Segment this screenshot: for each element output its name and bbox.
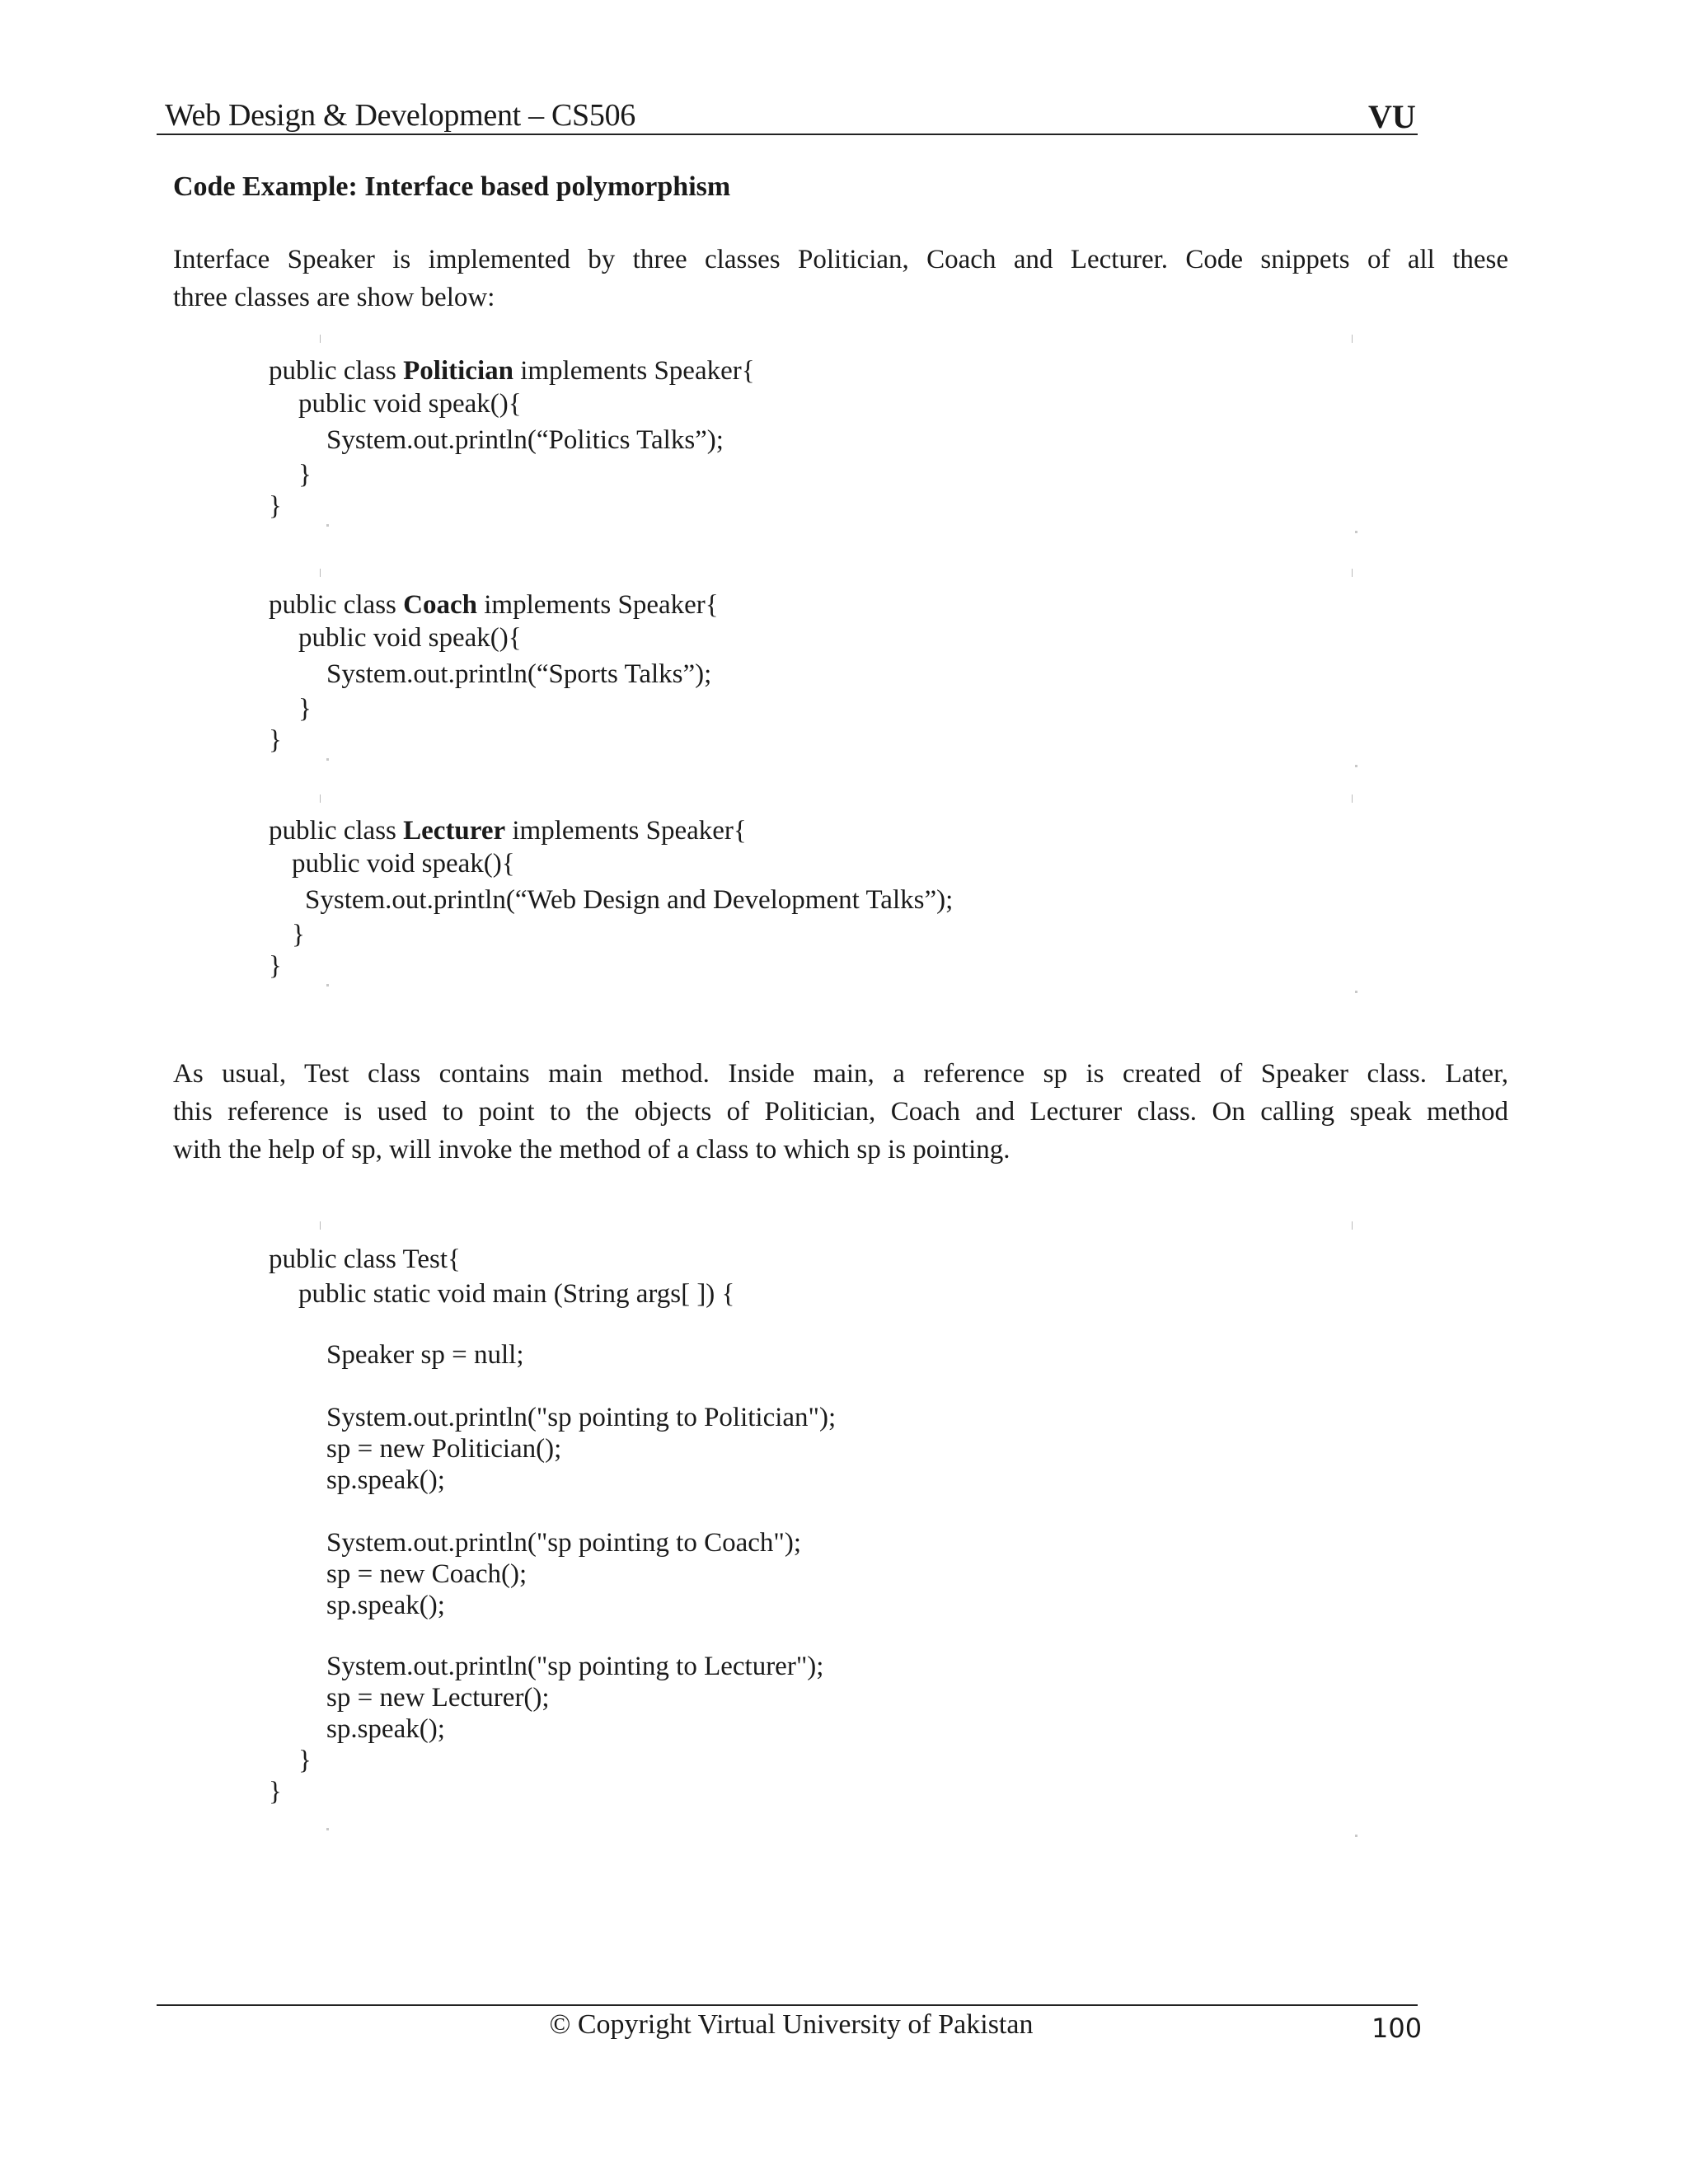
corner-mark — [326, 524, 329, 527]
code-line: System.out.println(“Sports Talks”); — [326, 659, 712, 689]
code-line: public class Politician implements Speaker{ — [269, 356, 755, 386]
corner-mark — [326, 984, 329, 987]
explanation-line: with the help of sp, will invoke the method of a class to which sp is pointing. — [173, 1135, 1010, 1165]
explanation-line: As usual, Test class contains main method. Inside main, a reference sp is created of Speaker class. Later, — [173, 1059, 1508, 1089]
code-line: public class Coach implements Speaker{ — [269, 590, 719, 620]
code-line: } — [269, 1777, 282, 1807]
corner-mark — [1355, 991, 1357, 993]
code-line: sp.speak(); — [326, 1591, 445, 1620]
corner-mark — [1352, 794, 1356, 803]
page-number: 100 — [1372, 2013, 1423, 2044]
code-line: public void speak(){ — [298, 623, 522, 653]
code-line: System.out.println(“Politics Talks”); — [326, 425, 724, 455]
class-name: Politician — [403, 356, 513, 386]
code-line: sp.speak(); — [326, 1714, 445, 1744]
corner-mark — [320, 569, 324, 577]
class-name: Coach — [403, 590, 477, 620]
section-heading: Code Example: Interface based polymorphism — [173, 171, 731, 202]
code-line: } — [292, 920, 305, 949]
code-line: System.out.println(“Web Design and Development Talks”); — [305, 885, 954, 915]
intro-paragraph — [173, 241, 1508, 316]
footer-rule — [157, 2004, 1418, 2006]
code-line: sp = new Lecturer(); — [326, 1683, 550, 1713]
footer-copyright: © Copyright Virtual University of Pakistan — [549, 2009, 1034, 2040]
corner-mark — [1352, 335, 1356, 343]
corner-mark — [1355, 531, 1357, 533]
explanation-line: this reference is used to point to the objects of Politician, Coach and Lecturer class. On calling speak method — [173, 1097, 1508, 1127]
header-brand: VU — [1368, 98, 1416, 135]
code-line: public class Test{ — [269, 1244, 461, 1274]
code-line: } — [298, 460, 312, 490]
code-line: public static void main (String args[ ]) { — [298, 1279, 735, 1309]
header-title: Web Design & Development – CS506 — [165, 98, 635, 133]
corner-mark — [1355, 1835, 1357, 1837]
corner-mark — [320, 335, 324, 343]
corner-mark — [320, 1221, 324, 1230]
corner-mark — [1352, 569, 1356, 577]
corner-mark — [1352, 1221, 1356, 1230]
code-line: } — [298, 1746, 312, 1775]
code-line: public class Lecturer implements Speaker{ — [269, 816, 747, 846]
code-line: public void speak(){ — [298, 389, 522, 419]
code-line: System.out.println("sp pointing to Politician"); — [326, 1403, 837, 1432]
code-line: } — [269, 951, 282, 981]
corner-mark — [1355, 765, 1357, 767]
code-line: sp.speak(); — [326, 1465, 445, 1495]
explanation-paragraph — [173, 1055, 1508, 1169]
corner-mark — [326, 758, 329, 761]
code-line: public void speak(){ — [292, 849, 515, 879]
code-line: System.out.println("sp pointing to Lecturer"); — [326, 1652, 824, 1681]
code-line: } — [269, 725, 282, 755]
code-line: System.out.println("sp pointing to Coach"); — [326, 1528, 802, 1558]
code-line: Speaker sp = null; — [326, 1340, 524, 1370]
code-line: sp = new Coach(); — [326, 1559, 528, 1589]
intro-line: three classes are show below: — [173, 283, 495, 312]
code-line: sp = new Politician(); — [326, 1434, 562, 1464]
code-line: } — [269, 491, 282, 521]
class-name: Lecturer — [403, 816, 506, 846]
corner-mark — [320, 794, 324, 803]
code-line: } — [298, 694, 312, 724]
intro-line: Interface Speaker is implemented by three classes Politician, Coach and Lecturer. Code snippets of all these — [173, 245, 1508, 274]
header-rule — [157, 134, 1418, 135]
corner-mark — [326, 1828, 329, 1830]
